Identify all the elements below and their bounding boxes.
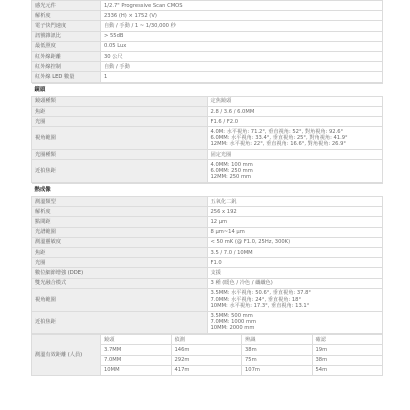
range-cell: 38m xyxy=(242,345,313,355)
spec-row xyxy=(32,21,383,31)
spec-value xyxy=(101,62,383,72)
spec-row xyxy=(32,31,383,41)
spec-row xyxy=(32,72,383,82)
spec-value-line: 1 xyxy=(104,73,108,80)
spec-row xyxy=(32,197,383,207)
spec-row xyxy=(32,160,383,183)
spec-row xyxy=(32,1,383,11)
spec-table-thermal xyxy=(31,183,383,334)
range-cell: 146m xyxy=(171,345,242,355)
spec-value xyxy=(101,72,383,82)
range-cell: 75m xyxy=(242,355,313,365)
spec-value-line: 7.0MM: 1000 mm xyxy=(210,319,257,326)
spec-label: 點間距 xyxy=(32,217,208,227)
spec-label: 測溫靈敏度 xyxy=(32,237,208,247)
spec-sheet xyxy=(31,0,383,376)
range-cell: 3.7MM xyxy=(101,345,172,355)
range-cell: 19m xyxy=(312,345,383,355)
spec-value-line: 4.0MM: 100 mm xyxy=(210,161,253,168)
spec-value xyxy=(207,288,383,311)
spec-table-lens xyxy=(31,83,383,183)
spec-label: 近拍焦距 xyxy=(32,311,208,334)
spec-row xyxy=(32,96,383,106)
section-title: 熱成像 xyxy=(32,183,383,196)
spec-row xyxy=(32,258,383,268)
spec-label: 光圈 xyxy=(32,258,208,268)
spec-value xyxy=(101,11,383,21)
spec-value xyxy=(207,227,383,237)
spec-table-top xyxy=(31,0,383,83)
range-cell: 417m xyxy=(171,365,242,375)
spec-label: 解析度 xyxy=(32,207,208,217)
spec-value-line: 固定光圈 xyxy=(210,151,232,158)
spec-value-line: 30 公尺 xyxy=(104,53,123,60)
spec-row xyxy=(32,288,383,311)
spec-value xyxy=(207,150,383,160)
spec-value-line: 6.0MM: 250 mm xyxy=(210,167,253,174)
spec-row xyxy=(32,217,383,227)
spec-value-line: 1/2.7" Progressive Scan CMOS xyxy=(104,2,183,9)
spec-row xyxy=(32,237,383,247)
spec-value xyxy=(207,258,383,268)
spec-value-line: 8 μm~14 μm xyxy=(210,229,245,236)
spec-label: 電子快門速度 xyxy=(32,21,101,31)
spec-label: 焦距 xyxy=(32,248,208,258)
spec-value-line: 4.0M: 水平視角: 71.2°, 垂直視角: 52°, 對角視角: 92.6° xyxy=(210,128,344,135)
spec-row xyxy=(32,207,383,217)
range-label: 測溫有效距離 (人員) xyxy=(32,335,101,376)
spec-value-line: 10MM: 2000 mm xyxy=(210,325,255,332)
spec-value-line: F1.6 / F2.0 xyxy=(210,118,239,125)
spec-row xyxy=(32,41,383,51)
range-header-cell: 偵測 xyxy=(171,335,242,345)
spec-value-line: 2336 (H) × 1752 (V) xyxy=(104,12,157,19)
spec-row xyxy=(32,227,383,237)
spec-value-line: 五氧化二釩 xyxy=(210,198,237,205)
spec-value-line: 3.5MM: 水平視角: 50.6°, 垂直視角: 37.8° xyxy=(210,290,311,297)
spec-label: 視角範圍 xyxy=(32,288,208,311)
spec-value xyxy=(101,41,383,51)
spec-label: 解析度 xyxy=(32,11,101,21)
spec-row xyxy=(32,248,383,258)
spec-value-line: 3 種 (暖色 / 冷色 / 纖纖色) xyxy=(210,280,273,287)
spec-label: 光圈 xyxy=(32,117,208,127)
spec-label: 測溫類型 xyxy=(32,197,208,207)
spec-value xyxy=(207,117,383,127)
spec-label: 數位細節增強 (DDE) xyxy=(32,268,208,278)
range-cell: 7.0MM xyxy=(101,355,172,365)
range-cell: 292m xyxy=(171,355,242,365)
spec-row xyxy=(32,127,383,150)
range-header-row xyxy=(32,335,383,345)
range-cell: 10MM xyxy=(101,365,172,375)
spec-label: 視角範圍 xyxy=(32,127,208,150)
spec-row xyxy=(32,278,383,288)
spec-label: 鏡頭種類 xyxy=(32,96,208,106)
range-table xyxy=(31,334,383,376)
range-cell: 107m xyxy=(242,365,313,375)
spec-value-line: 10MM: 水平視角: 17.3°, 垂直視角: 13.1° xyxy=(210,302,310,309)
spec-value xyxy=(207,107,383,117)
spec-value-line: > 55dB xyxy=(104,33,124,40)
spec-value-line: 支援 xyxy=(210,269,221,276)
spec-value-line: 256 x 192 xyxy=(210,208,237,215)
spec-value-line: 12MM: 水平視角: 22°, 垂直視角: 16.6°, 對角視角: 26.9° xyxy=(210,141,346,148)
spec-label: 近拍焦距 xyxy=(32,160,208,183)
spec-value xyxy=(207,127,383,150)
spec-label: 最低照度 xyxy=(32,41,101,51)
spec-row xyxy=(32,268,383,278)
spec-value xyxy=(207,278,383,288)
range-header-cell: 鏡頭 xyxy=(101,335,172,345)
section-header xyxy=(32,83,383,96)
spec-value-line: 3.5 / 7.0 / 10MM xyxy=(210,249,253,256)
spec-label: 雙光融合模式 xyxy=(32,278,208,288)
spec-row xyxy=(32,52,383,62)
spec-label: 感光元件 xyxy=(32,1,101,11)
spec-value xyxy=(207,248,383,258)
spec-value xyxy=(207,207,383,217)
spec-value-line: 12 μm xyxy=(210,218,228,225)
spec-label: 焦距 xyxy=(32,107,208,117)
spec-value xyxy=(207,197,383,207)
spec-label: 紅外線距離 xyxy=(32,52,101,62)
spec-value-line: F1.0 xyxy=(210,259,222,266)
spec-row xyxy=(32,117,383,127)
spec-value xyxy=(207,217,383,227)
spec-value xyxy=(207,96,383,106)
spec-value-line: 0.05 Lux xyxy=(104,43,127,50)
section-header xyxy=(32,183,383,196)
spec-value-line: 自動 / 手動 xyxy=(104,63,130,70)
range-cell: 38m xyxy=(312,355,383,365)
spec-label: 光圈種類 xyxy=(32,150,208,160)
range-header-cell: 辨識 xyxy=(242,335,313,345)
spec-label: 訊號雜訊比 xyxy=(32,31,101,41)
spec-row xyxy=(32,150,383,160)
spec-label: 紅外線控制 xyxy=(32,62,101,72)
spec-value-line: 定焦鏡頭 xyxy=(210,98,232,105)
spec-value xyxy=(101,1,383,11)
spec-value-line: 12MM: 250 mm xyxy=(210,174,252,181)
spec-value-line: 6.0MM: 水平視角: 33.4°, 垂直視角: 25°, 對角視角: 41.9° xyxy=(210,135,348,142)
section-title: 鏡頭 xyxy=(32,83,383,96)
spec-value-line: 2.8 / 3.6 / 6.0MM xyxy=(210,108,255,115)
spec-value-line: < 50 mK (@ F1.0, 25Hz, 300K) xyxy=(210,239,291,246)
spec-row xyxy=(32,62,383,72)
spec-row xyxy=(32,11,383,21)
spec-value xyxy=(207,160,383,183)
spec-row xyxy=(32,311,383,334)
range-header-cell: 確認 xyxy=(312,335,383,345)
spec-label: 光譜範圍 xyxy=(32,227,208,237)
spec-value xyxy=(101,52,383,62)
spec-value xyxy=(207,311,383,334)
spec-value xyxy=(207,268,383,278)
spec-value xyxy=(101,31,383,41)
spec-value-line: 自動 / 手動 / 1 ~ 1/30,000 秒 xyxy=(104,22,176,29)
spec-value xyxy=(207,237,383,247)
spec-value-line: 7.0MM: 水平視角: 24°, 垂直視角: 18° xyxy=(210,296,302,303)
spec-label: 紅外線 LED 數量 xyxy=(32,72,101,82)
spec-row xyxy=(32,107,383,117)
spec-value-line: 3.5MM: 500 mm xyxy=(210,313,253,319)
range-cell: 54m xyxy=(312,365,383,375)
spec-value xyxy=(101,21,383,31)
